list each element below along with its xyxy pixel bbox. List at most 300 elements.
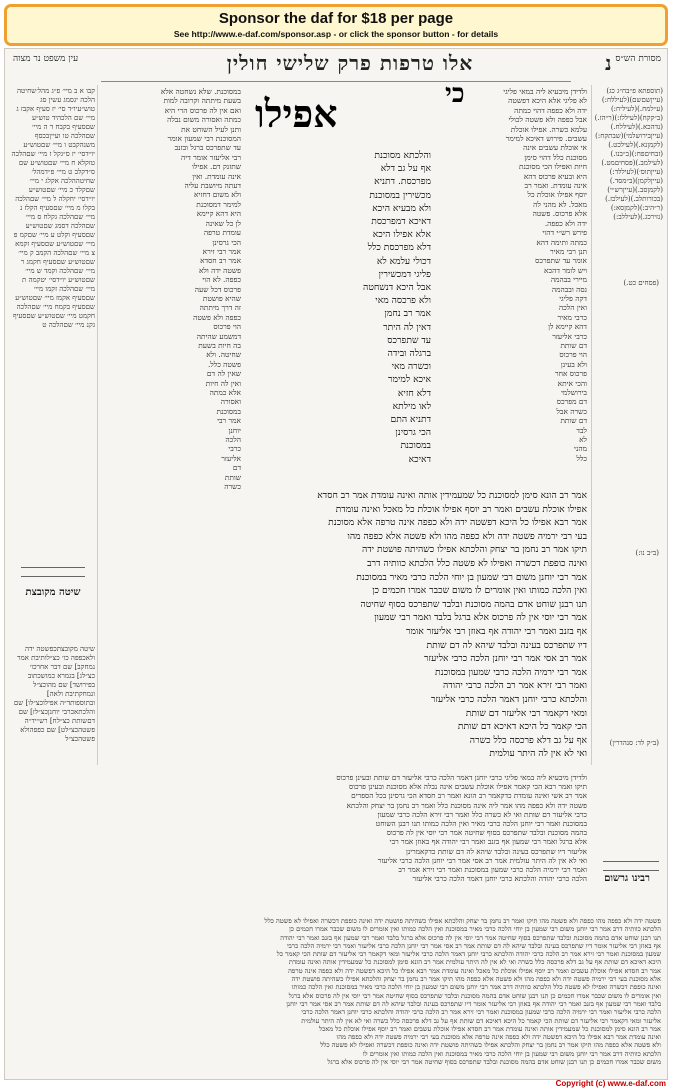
text-line: הוי פרכוס (213, 322, 241, 332)
text-line: פשטה ידה ולא כפפה מהו כפפה ולא פשטה מהו תיקו ואמר רב נחמן בר יצחק והלכתא אפילו כשהיתה פושטת ידה ואינה כופפת דכשרה ואפילו לא פשטה כלל (264, 917, 661, 925)
text-line: ואי לא אין לה היתר עולמית (489, 748, 587, 760)
text-line: כצ״ל ונמחק (33, 681, 95, 698)
text-line: אף על גב דלא פרכסה כלל כשרה (469, 734, 587, 746)
text-line: קמד ש מיי׳ שם (25, 267, 95, 284)
footer-commentary (13, 917, 661, 1077)
page-title: אלו טרפות פרק שלישי חולין (226, 51, 474, 75)
text-line: תיקו ואמר רבא הכי קאמר אפילו אוכלת עשבים אינה נבלה אלא מסוכנת ובעינן פרכוס (348, 782, 587, 792)
text-line: דהא קיימא לן (548, 322, 587, 332)
main-start-word: כי (445, 79, 465, 109)
text-line: פירש רש״י דהוי (542, 228, 587, 238)
text-line: שותת כצ״ל (56, 717, 88, 725)
text-line: סעיף ב (66, 123, 86, 131)
text-line: בהמה מסוכנת ובלבד שתפרכס בסוף שחיטה אמר רבי יוסי אין לה פרכוס (386, 828, 587, 838)
text-line: קלז נ מיי׳ שם (20, 204, 95, 221)
text-line: דקה פליגי (559, 293, 587, 303)
text-line: ה] ובתוספות (46, 690, 95, 707)
text-line: ג] בגמרא כמו (45, 672, 82, 680)
text-line: דם מפרכס (556, 397, 587, 407)
text-line: ואי לא אין לה היתר עולמית אמר רב אסי אמר רבי יוחנן הלכה כרבי אליעזר (377, 855, 587, 865)
text-line: אמר רבי (217, 416, 241, 426)
text-line: היא ובעיא פרכוס דהא (523, 171, 587, 181)
gemara-column (247, 149, 431, 489)
text-line: אף באוזן רבי אליעזר אומר דיו שתפרכס בעינה ובלבד שיהא לה דם שותת אמר רב אסי אמר רבי יוחנן הלכה כרבי אליעזר ואמר רבי ירמיה הלכה כרבי (286, 941, 661, 950)
text-line: ולא פשטה אלא כפפה מהו תיקו אמר רב נחמן בר יצחק והלכתא אפילו כשהיתה פושטת ידה ואינה כופפת דכשרה ואפילו לא פשטה כלל (320, 1041, 661, 1050)
text-line: כפפה. לא הוי (202, 275, 241, 285)
mesoret-hashas-column (591, 87, 663, 727)
text-line: לח.) (610, 123, 623, 131)
text-line: ולדידן מיבעיא ליה במאי פליגי כרבי יוחנן דאמר הלכה כרבי אליעזר דם שותת ובעינן פרכוס (336, 773, 587, 782)
text-line: כרבי (228, 444, 241, 454)
text-line: אמר רבי ירמיה הלכה כרבי שמעון במסוכנת (435, 666, 587, 678)
text-line: (לעיל (622, 105, 638, 113)
text-line: טוש״ע שם (26, 312, 56, 320)
text-line: והכי איתא (557, 378, 587, 388)
text-line: ואין לה חיות (205, 378, 241, 388)
text-line: עד שתפרכס ברגל ובזנב (174, 143, 241, 153)
text-line: ז] שם דם (18, 708, 95, 725)
text-line: בירושלמי) (623, 132, 651, 140)
text-line: הלכתא כוותיה דרב אמר רבי יוחנן משום רבי שמעון בן יוחי הלכה כרבי מאיר במסוכנת ואין הלכה כמותו ואין אומרים לו משום שכבר אמרו חכמים כן (289, 925, 661, 934)
text-line: חיות ואפילו הכי מסוכנת (518, 162, 587, 172)
text-line: מפרכסת. דתניא (374, 176, 431, 188)
text-line: סעיף ו (68, 231, 86, 239)
text-line: והלכתא מסוכנת (374, 150, 431, 161)
text-line: (תוספתא פ״ב (626, 87, 663, 95)
text-line: תיבת ולא (53, 690, 79, 698)
text-line: ז.) (594, 114, 602, 122)
text-line: אף בזנב ואמר רבי יהודה אף באוזן רבי אליעזר אומר (405, 625, 587, 637)
text-line: (לקמן (647, 186, 663, 194)
text-line: ויש לומר דהכא (544, 265, 587, 275)
text-line: סמג שם (43, 222, 66, 230)
text-line: קבט ו מיי׳ שם (41, 141, 80, 149)
text-line: אמר רב הונא סימן למסוכנת כל שמעמידין אותה ואינה עומדת אמר רב חסדא אפילו אוכלת עשבים ואמר רב יוסף אפילו אוכלת כל מאכל (319, 1024, 661, 1033)
text-line: ו] שם והלכתא (13, 699, 95, 716)
text-line: עלמא כשרה. אפילו אוכלת (510, 124, 587, 134)
text-line: היכא דאיכא דם שותת אף על גב דלא פרכסה כלל כשרה ואי לא אין לה היתר עולמית אמר רב הונא סימן למסוכנת כל שמעמידין אותה ואינה עומדת (288, 958, 661, 967)
text-line: כרבי מאיר (557, 312, 587, 322)
text-line: טוש״ע יו״ד (23, 141, 95, 158)
text-line: גסה ובבהמה (551, 284, 587, 294)
text-line: (ר״ה (650, 204, 663, 212)
text-line: (לעיל (621, 168, 637, 176)
text-line: כמתה ואסורה משום נבלה (167, 115, 241, 125)
text-line: (שבת (608, 132, 624, 140)
text-line: קנ מיי׳ שם (63, 321, 93, 329)
text-line: (לקמן (624, 204, 640, 212)
text-line: אי אוכלת עשבים אינה (523, 143, 587, 153)
text-line: ב] שם דבר אחר (36, 663, 81, 671)
text-line: מסוכנת כלל דהוי סימן (524, 152, 587, 162)
text-line: סא:) (610, 204, 625, 212)
text-line: ואין הלכה כמותו ואין אומרים לו משום שכבר אמרו חכמים כן (372, 585, 587, 597)
text-line: אמר רב נחמן (384, 308, 431, 320)
text-line: ח] רש״י (34, 717, 57, 725)
text-line: הלכה ד (65, 222, 86, 230)
text-line: ותיבת אמר נמחק (17, 654, 95, 671)
text-line: לא פליגי אלא היכא דפשטה (508, 96, 587, 106)
text-line: טוש״ע שם (15, 294, 95, 311)
text-line: לן כל שאינה (205, 218, 241, 228)
text-line: קלא ח מיי׳ שם (48, 159, 89, 167)
text-line: דתניא התם (390, 414, 431, 426)
text-line: שותת (224, 472, 241, 482)
text-line: לב.) (630, 195, 643, 203)
text-line: מכשירין במסוכנת (369, 189, 431, 201)
text-line: ט] שם כפפה (29, 726, 66, 734)
text-line: ואמר רבי ירמיה הלכה כרבי שמעון במסוכנת ואמר רבי זירא אמר רב (398, 865, 587, 875)
text-line: ידה ולא כפפה. (544, 218, 587, 228)
text-line: תנן רבי מאיר (549, 246, 587, 256)
text-line: בכסף משנה (34, 132, 95, 149)
text-line: (נדה (650, 123, 663, 131)
text-line: לאו מילתא (392, 400, 431, 412)
text-line: (עיין (622, 186, 635, 194)
text-line: אומר עד שתפרכס (535, 256, 587, 266)
text-line: קלח ס מיי׳ שם (25, 213, 95, 230)
text-line: ואם אין לה פרכוס הרי היא (164, 105, 241, 115)
text-line: טוש״ע שם (56, 258, 86, 266)
text-line: כרבי אליעזר דם שותת ואי לא כשרה כלל ואמר רבי זירא הלכה כרבי שמעון (377, 809, 587, 819)
text-line: קמז מיי׳ שם (32, 294, 66, 302)
text-line: פשטה ידה ולא כפפה מהו אמר ליה אינה מסוכנת כלל ואמר רב נחמן בר יצחק והלכתא (346, 800, 587, 810)
text-line: לח:) (601, 96, 615, 104)
text-line: דיו שתפרכס בעינה ובלבד שיהא לה דם שותת (426, 639, 587, 651)
text-line: קמו מיי׳ שם (33, 285, 95, 302)
text-line: לב:) (613, 213, 625, 221)
sponsor-banner-subtitle[interactable]: See http://www.e-daf.com/sponsor.asp - or click the sponsor button - for details (173, 29, 499, 39)
text-line: לז:) (614, 114, 625, 122)
text-line: קמ פ מיי׳ שם (13, 231, 95, 248)
text-line: קמב ק מיי׳ שם (18, 249, 95, 266)
text-line: תנו רבנן שוחט אדם בהמה מסוכנת ובלבד שתפרכס בסוף שחיטה (360, 598, 587, 610)
text-line: דם (232, 463, 241, 473)
text-line: הכי גרסינן (395, 427, 431, 439)
text-line: קמא צ מיי׳ שם (15, 240, 95, 257)
text-line: במסוכנת. שלא נשחטה אלא (160, 87, 241, 96)
text-line: (ע״ל (650, 105, 663, 113)
text-line: ותנן לעיל השוחט את (181, 124, 241, 134)
copyright-notice[interactable]: Copyright (c) www.e-daf.com (555, 1079, 666, 1088)
text-line: אף על גב דלא (380, 163, 431, 175)
text-line: סעיף ה (33, 204, 54, 212)
text-line: משום שכבר אמרו חכמים כן תנו רבנן שוחט אדם בהמה מסוכנת ובלבד שתפרכס בסוף שחיטה אמר רבי יוסי אין לה פרכוס אלא ברגל (327, 1058, 661, 1067)
text-line: (לקמן (647, 141, 663, 149)
text-line: דם שותת (560, 340, 587, 350)
text-line: אמר רבא אפילו כל היכא דפשטה ידה ולא כפפה אינה טרפה אלא מסוכנת (328, 517, 587, 529)
text-line: כפפה ולא פשטה (193, 312, 241, 322)
text-line: במסוכנת (400, 440, 431, 452)
header-rule (101, 81, 571, 82)
text-line: מח.) (637, 105, 651, 113)
text-line: דמשמע שהיתה (196, 331, 241, 341)
text-line: אלא אפילו היכא (372, 229, 431, 241)
text-line: כג.) (640, 213, 651, 221)
text-line: מב.) (635, 159, 648, 167)
text-line: (נזיר (650, 213, 663, 221)
text-line: איכא למימר (388, 374, 431, 386)
text-line: יו״ד סי׳ יז סעיף א (30, 105, 78, 113)
text-line: טוש״ע שם ס״ד (18, 159, 95, 176)
text-line: טוש״ע יו״ד (28, 186, 95, 203)
text-line: (לעיל (624, 213, 641, 221)
text-line: סי׳ יז ס״ג (60, 150, 86, 158)
text-line: ומאי דקאמר רבי אליעזר דם שותת (465, 707, 587, 719)
text-line: בירושלמי (560, 388, 587, 397)
text-line: קמג ר מיי׳ שם (20, 258, 95, 275)
text-line: (עיין (650, 168, 663, 176)
text-line: שחיטה הלכה יג (17, 87, 95, 104)
text-line: (לעיל (620, 141, 636, 149)
text-line: פליגי דמכשירין (378, 268, 431, 280)
text-line: מהני (574, 444, 587, 454)
text-line: לבד (576, 425, 587, 435)
text-line: סי׳ יט (40, 276, 57, 284)
ornament-right (603, 861, 659, 871)
text-line: יד טוש״ע שם (32, 114, 95, 131)
text-line: ולא פרכסה מאי (375, 295, 431, 307)
text-line: כלל (576, 453, 587, 463)
text-line: דם שותת (560, 416, 587, 426)
text-line: סעיף ז (27, 240, 45, 248)
text-line: שם) (629, 96, 642, 104)
text-line: סעיף ג (12, 312, 95, 329)
text-line: (ב״ק (650, 114, 663, 122)
text-line: עשבים. פירוש דאיכא למימר (505, 134, 587, 144)
text-line: ולדידן מיבעיא ליה במאי פליגי (503, 87, 587, 96)
text-line: ואינה כופפת דכשרה ואפילו לא פשטה כלל הלכתא כוותיה דרב (367, 557, 587, 569)
text-line: בה חיות בשעת (198, 340, 241, 350)
text-line: אלא ברגל ואמר רבי שמעון אף בזנב ואמר רבי יהודה אף באוזן אמר רבי (389, 837, 587, 847)
text-line: הכי גרסינן (212, 237, 241, 247)
text-line: טוש״ע שם (25, 222, 95, 239)
text-line: שם (641, 96, 651, 104)
text-line: בלבד ואמר רבי שמעון אף בזנב ואמר רבי יהודה אף באוזן רבי אליעזר אומר דיו שתפרכס בעינה ובלבד שיהא לה דם שותת אמר רב אסי אמר רבי יוחנן (286, 999, 661, 1008)
text-line: סב.) (635, 186, 648, 194)
text-line: במסוכנת (216, 406, 241, 416)
text-line: המסוכנת רבי שמעון אומר (167, 134, 241, 144)
text-line: בשעת מיתתה וקרובה למות (163, 96, 241, 106)
text-line: סי׳ יח (69, 195, 86, 203)
text-line: קבו א ב מיי׳ פ״ג מהל׳ (36, 87, 95, 95)
text-line: אליעזר ומאי דקאמר רבי אליעזר דם שותת הכי קאמר כל היכא דאיכא דם שותת אף על גב דלא פרכסה כלל כשרה ואי לא אין לה היתר עולמית (301, 1016, 661, 1025)
text-line: שמעון במסוכנת ואמר רבי זירא אמר רב הלכה כרבי יהודה והלכתא כרבי יוחנן דאמר הלכה כרבי אליעזר ומאי דקאמר רבי אליעזר דם שותת הכי קאמר כל (276, 950, 661, 959)
text-line: ברגלה ובידה (387, 348, 431, 360)
text-line: שכתוב בפירוש (27, 672, 95, 689)
text-line: ואמר רבי זירא אמר רב הלכה כרבי יהודה (443, 680, 587, 692)
text-line: כפפה כו׳ כצ״ל (46, 654, 86, 662)
text-line: טוש״ע יו״ד (56, 276, 86, 284)
text-line: קבז ג מיי׳ שם הלכה (16, 105, 95, 122)
text-line: (לעיל (615, 195, 631, 203)
text-line: רבי אליעזר אומר דיה (181, 152, 241, 162)
text-line: קל ז מיי׳ שם (26, 150, 61, 158)
text-line: היא דהא קיימא (196, 209, 241, 219)
text-line: וכשרה מאי (391, 361, 431, 373)
text-line: הלכה כרבי יהודה והלכתא כרבי יוחנן דאמר הלכה כרבי אליעזר (412, 874, 587, 884)
text-line: אליעזר (221, 453, 241, 463)
text-line: (ב״ב (619, 150, 632, 158)
text-line: אלא פרכוס. פשטה (532, 209, 587, 219)
text-line: סעיף ב (66, 303, 86, 311)
text-line: ידה ולא כפפה דהוי כמתה (514, 105, 587, 115)
text-line: הלכה טו ועיין (49, 132, 86, 140)
text-line: ד] שם מהו (46, 681, 76, 689)
text-line: סעיף א (65, 294, 86, 302)
text-line: קלג י מיי׳ שם (29, 177, 95, 194)
text-line: אבל כפפה ולא פשטה לכולי (508, 115, 587, 125)
text-line: קלד כ מיי׳ שם (46, 186, 86, 194)
text-line: כא.) (638, 123, 651, 131)
text-line: כרבי יוחנן (47, 708, 75, 716)
text-line: תנו רבנן שוחט אדם בהמה מסוכנת ובלבד שתפרכס בסוף שחיטה אמר רבי יוסי אין לה פרכוס אלא ברגל בלבד ואמר רבי שמעון אף בזנב ואמר רבי יהודה (280, 933, 661, 942)
text-line: הלכה ב (15, 195, 95, 212)
text-line: זה דרך מיתתה (199, 303, 241, 313)
text-line: ואין הלכה (558, 303, 587, 313)
text-line: יוסף אפילו אוכלת כל (527, 190, 587, 200)
text-line: דלא מפרכסת כלל (367, 242, 431, 254)
text-line: ולא בעינן (560, 359, 587, 369)
text-line: הכי קאמר כל היכא דאיכא דם שותת (457, 721, 587, 733)
text-line: כשרה אבל (556, 406, 587, 416)
text-line: (עיין (650, 177, 663, 185)
text-line: עד שתפרכס (387, 334, 431, 346)
text-line: שיטה מקובצת (56, 645, 95, 653)
sponsor-banner-title[interactable]: Sponsor the daf for $18 per page (218, 10, 454, 27)
text-line: כצ״ל (65, 735, 79, 743)
text-line: (זבחים (644, 150, 663, 158)
text-line: יב:) (639, 204, 651, 212)
text-line: (עיין (650, 96, 663, 104)
text-line: מהל׳ שחיטה (31, 168, 95, 185)
text-line: אינה עומדת. ואמר רב (524, 181, 587, 191)
text-line: פרכוס דכל שעה (194, 284, 241, 294)
text-line: דכולי עלמא לא (376, 255, 431, 267)
text-line: קלה ל מיי׳ שם (29, 195, 70, 203)
text-line: ולא משום דחזיא (194, 190, 241, 200)
text-line: טוש״ע שם (44, 240, 74, 248)
text-line: דלא חזיא (397, 387, 431, 399)
text-line: (פסחים (614, 159, 636, 167)
text-line: הלכה ו (55, 267, 74, 275)
text-line: (עיין (650, 132, 663, 140)
text-line: הלכה א (54, 177, 76, 185)
text-line: אמר רב אסי אמר רבי יוחנן הלכה כרבי אליעזר (424, 653, 587, 665)
text-line: הלכה כרבי אליעזר ואמר רבי ירמיה הלכה כרבי שמעון במסוכנת ואמר רבי זירא אמר רב הלכה כרבי יהודה והלכתא כרבי יוחנן דאמר הלכה כרבי (301, 1008, 661, 1017)
text-line: אמר רבי יוסי אין לה פרכוס אלא ברגל בלבד ואמר רבי שמעון (374, 612, 587, 624)
text-line: והלכתא כרבי יוחנן דאמר הלכה כרבי אליעזר (430, 693, 587, 705)
text-line: כו׳ כצ״ל (29, 663, 95, 680)
margin-note: (פסחים כט.) (623, 279, 659, 287)
text-line: (ר״ה (601, 114, 615, 122)
text-line: קח) (639, 114, 651, 122)
text-line: לקמן) (635, 177, 651, 185)
text-line: ח״ג כג) (606, 87, 627, 95)
text-line: הלכה ח (16, 303, 95, 320)
text-line: סמג עשין סג טוש״ע (40, 96, 95, 113)
text-line: יוחנן (228, 425, 241, 435)
text-line: דעתה מיושבת עליה (184, 181, 241, 191)
text-line: קמה ת מיי׳ שם (22, 276, 95, 293)
text-line: ולא מבעיא היכא (372, 202, 431, 214)
text-line: כט.) (608, 141, 621, 149)
text-line: אליעזר דיו שתפרכס בעינה ובלבד שיהא לה דם שותת כדקאמרינן (406, 846, 587, 856)
text-line: הלכה טז (11, 150, 95, 167)
text-line: תיקו אמר רב נחמן בר יצחק והלכתא אפילו כשהיתה פושטת ידה (361, 544, 587, 556)
shita-mekubetzet-column (11, 645, 95, 885)
text-line: (לעיל (624, 114, 640, 122)
text-line: נו.) (610, 150, 620, 158)
shita-mekubetzet-title: שיטה מקובצת (25, 587, 81, 598)
gemara-start-word: אפילו (255, 91, 338, 136)
text-line: שאין לה דם (206, 369, 241, 379)
text-line: כפשטה ידה ולא (24, 645, 95, 662)
text-line: ואינה כופפת דכשרה ואפילו לא פשטה כלל הלכתא כוותיה דרב אמר רבי יוחנן משום רבי שמעון בן יוחי הלכה כרבי מאיר במסוכנת ואין הלכה כמותו (291, 983, 661, 992)
text-line: ד״ה פשטה (24, 717, 95, 734)
text-line: ואסורה (220, 397, 241, 407)
text-line: כצ״ל (65, 726, 79, 734)
gemara-wide-block (101, 489, 587, 769)
margin-note: (ב״ק לד: סנהדרין) (609, 739, 659, 747)
text-line: סעיף ח (36, 258, 57, 266)
text-line: אמר רב הונא סימן למסוכנת כל שמעמידין אותה ואינה עומדת אמר רב חסדא (317, 490, 587, 501)
text-line: אלא מסוכנת בעי רבי ירמיה פשטה ידה ולא כפפה מהו ולא פשטה אלא כפפה מהו תיקו אמר רב נחמן בר יצחק והלכתא אפילו כשהיתה פושטת ידה (291, 975, 661, 984)
text-line: הלכתא כוותיה דרב אמר רבי יוחנן משום רבי שמעון בן יוחי הלכה כרבי מאיר במסוכנת ואין הלכה כמותו ואין אומרים לו (362, 1049, 661, 1058)
text-line: אינה עומדת. ואין (192, 171, 241, 181)
text-line: קמט מיי׳ שם (55, 312, 91, 320)
text-line: מט.) (601, 159, 615, 167)
text-line: אמר רב חסדא (200, 256, 241, 266)
text-line: קלב ט מיי׳ פ״ד (44, 168, 85, 176)
text-line: אמר רב חסדא אפילו אוכלת עשבים ואמר רב יוסף אפילו אוכלת כל מאכל ואינה עומדת אמר רבא אפילו כל היכא דפשטה ידה ולא כפפה אינה טרפה (288, 966, 661, 975)
text-line: (לעיל (622, 123, 639, 131)
text-line: תוס׳) (636, 168, 651, 176)
header-mesoret: מסורת הש״ס (615, 54, 661, 64)
text-line: לד:) (609, 168, 622, 176)
text-line: הוי פרכוס (559, 350, 587, 360)
text-line: אמר רב אשי ואינה עומדת כדקאמר רב הונא ואמר רב חסדא הכי גרסינן בכל הספרים (351, 791, 587, 801)
header-ein-mishpat: עין משפט נר מצוה (13, 54, 79, 64)
rabbeinu-gershom-title: רבינו גרשום (604, 873, 650, 884)
text-line: יח:) (610, 105, 623, 113)
text-line: (לעיל (614, 96, 630, 104)
text-line: אמר רבי זירא (202, 246, 241, 256)
text-line: אמר רבי יוחנן משום רבי שמעון בן יוחי הלכה כרבי מאיר במסוכנת (356, 571, 587, 583)
text-line: קח:) (595, 132, 609, 140)
talmud-page (4, 48, 668, 1080)
text-line: הלכה ג (54, 213, 74, 221)
text-line: מיירי בבהמה (550, 275, 587, 285)
text-line: (לעיל (647, 159, 663, 167)
text-line: בעי רבי ירמיה פשטה ידה ולא כפפה מהו ולא פשטה אלא כפפה מהו (347, 530, 587, 542)
text-line: ואין אומרים לו משום שכבר אמרו חכמים כן תנו רבנן שוחט אדם בהמה מסוכנת ובלבד שתפרכס בסוף שחיטה אמר רבי יוסי אין לה פרכוס אלא ברגל (288, 991, 661, 1000)
text-line: דאיכא (408, 453, 431, 465)
text-line: הלכה (225, 435, 241, 445)
text-line: אלא כמתה (209, 388, 241, 397)
text-line: למימר דמסוכנת (196, 199, 241, 209)
text-line: הלכה ז (55, 285, 74, 293)
text-line: (בכורות (642, 195, 663, 203)
text-line: במסוכנת ואמר רבי יוחנן הלכה כרבי מאיר ואין הלכה כמותו תנו רבנן השוחט (375, 819, 587, 829)
text-line: קלו מ מיי׳ שם (53, 204, 92, 212)
commentary-wide-block (101, 773, 587, 913)
divider-left (97, 85, 98, 765)
text-line: רש״י) (607, 186, 623, 194)
sponsor-banner[interactable] (4, 4, 668, 46)
text-line: הלכה ט (42, 321, 64, 329)
ornament-left (21, 567, 85, 577)
